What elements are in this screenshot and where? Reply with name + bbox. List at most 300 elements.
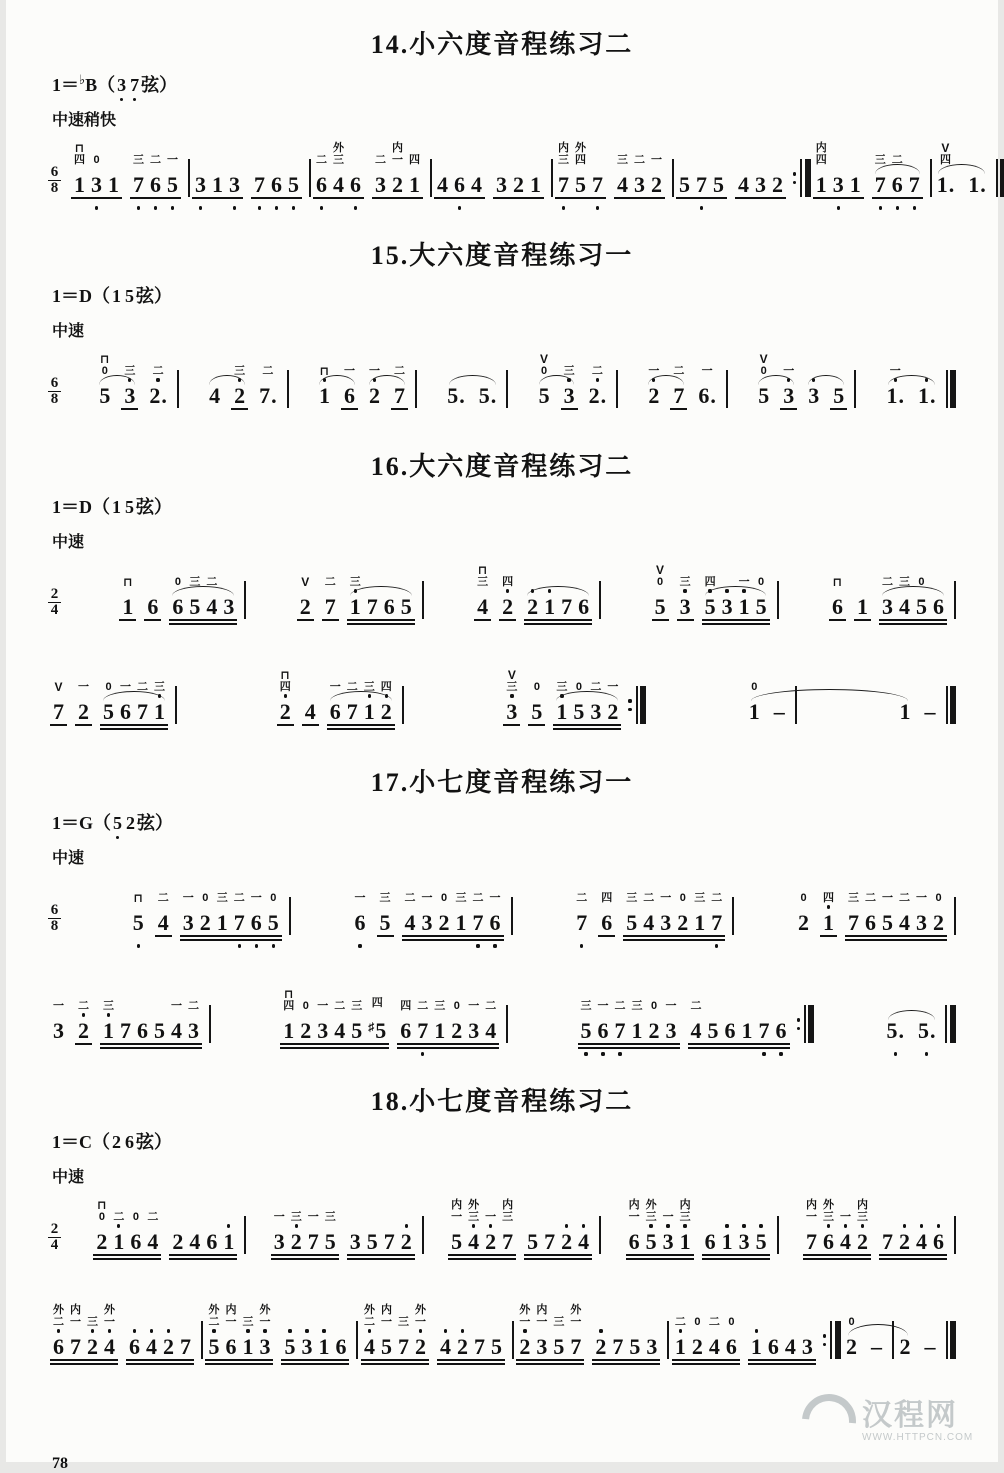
octave-dot-low <box>465 1262 482 1268</box>
barline-thin <box>777 581 779 619</box>
note-digit: 4 <box>468 1229 480 1254</box>
finger-mark: 三 <box>556 681 568 693</box>
beam-lines <box>854 619 871 627</box>
beam-lines <box>468 197 485 205</box>
octave-dot-low <box>561 416 578 422</box>
octave-dot-low <box>84 1367 101 1373</box>
barline <box>777 581 779 619</box>
note <box>316 347 333 422</box>
beam-lines <box>151 724 168 732</box>
note-digit: 5 <box>573 699 585 724</box>
octave-dot-low <box>688 1051 705 1057</box>
note-marks <box>816 136 827 166</box>
note-digit: 7 <box>673 383 685 408</box>
note-marks <box>564 347 575 377</box>
notation-line <box>48 1193 956 1268</box>
note <box>331 982 348 1057</box>
octave-dot-low <box>398 1262 415 1268</box>
note <box>474 558 491 633</box>
note-digit: 7 <box>366 594 378 619</box>
note-digit: 2 <box>677 910 689 935</box>
beam-lines <box>752 197 769 205</box>
finger-mark: 二 <box>147 1211 159 1223</box>
note <box>366 347 383 422</box>
barline <box>506 370 508 408</box>
octave-dot-low <box>314 1051 331 1057</box>
finger-mark: 二 <box>881 576 893 588</box>
note <box>645 347 662 422</box>
octave-dot-low <box>160 1367 177 1373</box>
beam-lines <box>180 935 197 943</box>
beam-lines <box>239 1359 256 1367</box>
beam-lines <box>144 619 161 627</box>
note <box>884 347 908 422</box>
note <box>488 1298 505 1373</box>
note <box>434 136 451 211</box>
augmentation-dot: . <box>271 383 277 408</box>
octave-dot-low <box>748 1367 765 1373</box>
note <box>843 1298 860 1373</box>
note-digit: 6 <box>628 1229 640 1254</box>
note-marks <box>317 982 328 1012</box>
down-bow-icon: ⊓ <box>283 987 294 1001</box>
note <box>402 874 419 949</box>
octave-dot-low <box>180 943 197 949</box>
note-digit: 5 <box>379 910 391 935</box>
note-digit: 1 <box>223 1229 235 1254</box>
octave-dot-low <box>203 627 220 633</box>
finger-mark: 三 <box>242 1316 254 1328</box>
note <box>256 347 280 422</box>
note <box>913 558 930 633</box>
note <box>805 347 822 422</box>
octave-dot-low <box>589 205 606 211</box>
barline <box>422 581 424 619</box>
beam-lines <box>830 408 847 416</box>
beam-lines <box>322 1254 339 1262</box>
beam-lines <box>575 1254 592 1262</box>
time-signature-denominator: 4 <box>50 602 59 618</box>
note <box>573 874 590 949</box>
finger-mark: 一 <box>421 892 433 904</box>
note <box>558 558 575 633</box>
octave-dot-low <box>752 205 769 211</box>
note-marks <box>97 1193 107 1223</box>
note <box>50 982 67 1057</box>
note-digit: 4 <box>617 172 628 197</box>
notation-line <box>48 1298 956 1373</box>
finger-mark: 三 <box>234 365 246 377</box>
string-label: 外 <box>519 1304 531 1316</box>
beam-lines <box>705 1043 722 1051</box>
beam-lines <box>222 1359 239 1367</box>
note-marks <box>632 982 643 1012</box>
note <box>361 1298 378 1373</box>
octave-dot-low <box>879 1262 896 1268</box>
key-signature: 1＝D（ 1 5 弦） <box>52 497 172 517</box>
note-digit: 2 <box>87 1334 98 1359</box>
note <box>482 982 499 1057</box>
note-digit: 7 <box>576 910 588 935</box>
note-digit: 7 <box>874 172 886 197</box>
beam-lines <box>126 1359 143 1367</box>
note-digit: 3 <box>783 383 795 408</box>
note-digit: 5 <box>267 910 279 935</box>
note-marks <box>167 136 178 166</box>
note <box>889 136 906 211</box>
octave-dot-low <box>934 205 958 211</box>
note-digit: 5 <box>645 1229 657 1254</box>
note <box>119 558 136 633</box>
note <box>222 1298 239 1373</box>
beam-lines <box>465 1254 482 1262</box>
octave-dot-low <box>676 205 693 211</box>
note-marks <box>680 874 686 904</box>
octave-dot-low <box>146 416 170 422</box>
note-digit: 2 <box>798 910 809 935</box>
note-digit: – <box>871 1334 883 1359</box>
note <box>151 982 168 1057</box>
finger-mark: 二 <box>690 1000 702 1012</box>
beam-lines <box>670 408 687 416</box>
note <box>146 347 170 422</box>
beam-lines <box>436 935 453 943</box>
octave-dot-low <box>695 416 719 422</box>
note-digit: 6 <box>775 1018 787 1043</box>
finger-mark: 二 <box>404 892 416 904</box>
note-digit: 6 <box>822 1229 834 1254</box>
finger-mark: 0 <box>918 576 925 588</box>
octave-dot-low <box>395 1367 412 1373</box>
beam-lines <box>631 197 648 205</box>
note-digit: 2 <box>846 1334 858 1359</box>
note-marks <box>133 874 143 904</box>
octave-dot-low <box>780 416 797 422</box>
note <box>587 663 604 738</box>
note <box>691 874 708 949</box>
down-bow-icon: ⊓ <box>319 364 330 378</box>
note-digit: 6 <box>724 1018 736 1043</box>
beam-lines <box>723 1359 740 1367</box>
string-label: 外 <box>468 1199 480 1211</box>
note-digit: 4 <box>915 1229 927 1254</box>
finger-mark: 二 <box>576 892 588 904</box>
octave-dot-low <box>406 205 423 211</box>
beam-lines <box>795 935 812 943</box>
octave-dot-low <box>765 1367 782 1373</box>
finger-mark: 三 <box>506 681 518 693</box>
octave-dot-low <box>854 1262 871 1268</box>
note-marks <box>394 347 405 377</box>
note-marks <box>643 874 654 904</box>
barline <box>954 897 956 935</box>
note-marks <box>392 136 403 166</box>
note-digit: 2 <box>78 699 89 724</box>
note-digit: 5 <box>527 1229 539 1254</box>
octave-dot <box>531 589 534 592</box>
octave-dot-low <box>101 1367 118 1373</box>
finger-mark: 二 <box>899 892 910 904</box>
octave-dot-low <box>572 205 589 211</box>
note-digit: 3 <box>832 172 844 197</box>
note-marks <box>53 982 64 1012</box>
octave-dot <box>715 944 718 947</box>
beam-lines <box>101 1359 118 1367</box>
note <box>231 874 248 949</box>
note-digit: 2 <box>438 910 450 935</box>
beam-lines <box>609 1359 626 1367</box>
note <box>71 136 88 211</box>
octave-dot <box>284 694 287 697</box>
octave-dot-low <box>854 627 871 633</box>
note <box>105 136 122 211</box>
note-digit: 2 <box>300 1018 312 1043</box>
note-digit: 6 <box>120 699 131 724</box>
note <box>755 347 772 422</box>
note-digit: 6. <box>698 383 716 408</box>
augmentation-dot: . <box>948 172 955 197</box>
note <box>84 1298 101 1373</box>
note-marks <box>123 558 133 588</box>
note <box>575 558 592 633</box>
note <box>598 874 615 949</box>
note <box>503 663 520 738</box>
note-digit: 6 <box>831 594 843 619</box>
beam-lines <box>524 1254 541 1262</box>
time-signature-numerator: 6 <box>50 164 59 180</box>
barline <box>244 1216 246 1254</box>
note-marks <box>680 1193 691 1223</box>
note-digit: 5 <box>189 594 201 619</box>
finger-mark: 一 <box>182 892 194 904</box>
measure <box>91 1193 246 1268</box>
note <box>302 663 319 738</box>
measure <box>442 347 508 422</box>
note <box>719 558 736 633</box>
beam-lines <box>533 1359 550 1367</box>
octave-dot <box>700 206 703 209</box>
octave-dot-low <box>626 1367 643 1373</box>
note-marks <box>916 874 927 904</box>
finger-mark: 一 <box>662 1211 674 1223</box>
finger-mark: 一 <box>651 154 662 166</box>
octave-dot-low <box>100 1051 117 1057</box>
beam-lines <box>119 619 136 627</box>
beam-lines <box>448 1043 465 1051</box>
octave-dot-low <box>448 1262 465 1268</box>
beam-lines <box>604 724 621 732</box>
measure <box>203 1298 358 1373</box>
finger-mark: 三 <box>874 154 886 166</box>
octave-dot-low <box>677 627 694 633</box>
barline <box>511 897 513 935</box>
octave-dot <box>238 378 241 381</box>
octave-dot <box>652 378 655 381</box>
barline-thick <box>950 686 956 724</box>
finger-mark: 一 <box>343 365 355 377</box>
octave-dot-low <box>884 416 908 422</box>
note-digit: 4 <box>738 172 749 197</box>
note-marks <box>451 1193 462 1223</box>
beam-lines <box>381 1254 398 1262</box>
beam-lines <box>930 619 947 627</box>
octave-dot-low <box>365 1051 389 1057</box>
sharp-sign: ♯ <box>368 1020 375 1034</box>
note <box>117 663 134 738</box>
note-digit: 5 <box>400 594 412 619</box>
note-marks <box>490 874 501 904</box>
note <box>121 347 138 422</box>
note-digit: 7 <box>592 172 603 197</box>
octave-dot <box>827 1224 830 1227</box>
octave-dot-low <box>347 1262 364 1268</box>
octave-dot-low <box>465 1051 482 1057</box>
beam-lines <box>719 1254 736 1262</box>
note-marks <box>316 136 327 166</box>
note <box>248 874 265 949</box>
barline-thin <box>954 581 956 619</box>
note <box>592 1298 609 1373</box>
finger-mark: 三 <box>563 365 575 377</box>
beam-lines <box>220 1254 237 1262</box>
note-marks <box>940 136 951 166</box>
octave-dot-low <box>177 1367 194 1373</box>
finger-mark: 一 <box>307 1211 319 1223</box>
exercise-section-18 <box>48 1081 956 1373</box>
octave-dot-low <box>352 943 369 949</box>
octave-dot-low <box>377 943 394 949</box>
note-digit: 2 <box>172 1229 184 1254</box>
octave-dot <box>584 1052 587 1055</box>
octave-dot-low <box>922 1367 939 1373</box>
beam-lines <box>623 935 640 943</box>
note-marks <box>540 347 548 377</box>
measure <box>744 663 797 738</box>
note-digit: 6 <box>172 594 184 619</box>
note <box>913 1193 930 1268</box>
barline-thin <box>422 1216 424 1254</box>
beam-lines <box>256 1359 273 1367</box>
note <box>352 874 369 949</box>
beam-lines <box>587 724 604 732</box>
beam-lines <box>231 935 248 943</box>
finger-mark: 三 <box>363 681 375 693</box>
note-marks <box>202 874 208 904</box>
string-label: 内 <box>392 142 403 154</box>
octave-dot-low <box>516 1367 533 1373</box>
note-digit: 6 <box>250 910 262 935</box>
barline-thin <box>946 370 948 408</box>
note-digit: 6 <box>147 594 159 619</box>
note-marks <box>441 874 447 904</box>
octave-dot-low <box>256 1367 273 1373</box>
augmentation-dot: . <box>929 1018 936 1043</box>
note-marks <box>617 136 628 166</box>
note-digit: 4 <box>146 1334 157 1359</box>
beam-lines <box>561 408 578 416</box>
octave-dot-low <box>482 1051 499 1057</box>
beam-lines <box>482 1043 499 1051</box>
note-digit: 5 <box>575 172 586 197</box>
section-title: 16.大六度音程练习二 <box>370 452 634 481</box>
note <box>322 558 339 633</box>
note-digit: 6 <box>383 594 395 619</box>
octave-dot-low <box>913 943 930 949</box>
beam-lines <box>251 197 268 205</box>
finger-mark: 四 <box>704 576 716 588</box>
note-digit: 5 <box>324 1229 336 1254</box>
note-digit: 1 <box>216 910 228 935</box>
octave-dot-low <box>913 627 930 633</box>
octave-dot-low <box>693 205 710 211</box>
octave-dot-low <box>578 1051 595 1057</box>
note <box>448 982 465 1057</box>
barline-thin <box>777 1216 779 1254</box>
octave-dot-low <box>771 732 788 738</box>
note-digit: 1 <box>212 172 223 197</box>
note <box>719 1193 736 1268</box>
octave-dot-low <box>93 1262 110 1268</box>
octave-dot-low <box>706 1367 723 1373</box>
beam-lines <box>50 1043 67 1051</box>
octave-dot-low <box>239 1367 256 1373</box>
note <box>837 1193 854 1268</box>
note-digit: 1 <box>154 699 165 724</box>
octave-dot-low <box>436 943 453 949</box>
beam-lines <box>845 935 862 943</box>
note <box>341 347 358 422</box>
note-digit: 7 <box>324 594 336 619</box>
finger-mark: 0 <box>728 1316 735 1328</box>
finger-mark: 三 <box>822 1211 834 1223</box>
beam-lines <box>151 1043 168 1051</box>
note <box>708 874 725 949</box>
octave-dot-low <box>906 205 923 211</box>
beam-lines <box>567 1359 584 1367</box>
beam-lines <box>203 619 220 627</box>
note-marks <box>590 663 601 693</box>
note <box>281 1298 298 1373</box>
beam-lines <box>862 935 879 943</box>
beam-lines <box>879 935 896 943</box>
octave-dot-low <box>226 205 243 211</box>
note-marks <box>615 982 626 1012</box>
beam-lines <box>913 619 930 627</box>
octave-dot-low <box>482 1262 499 1268</box>
note-marks <box>54 663 62 693</box>
note-digit: 2. <box>149 383 167 408</box>
finger-mark: 三 <box>502 1211 514 1223</box>
note <box>677 1193 694 1268</box>
note-digit: 2. <box>588 383 607 408</box>
octave-dot-low <box>143 1367 160 1373</box>
augmentation-dot: . <box>161 383 167 408</box>
finger-mark: 0 <box>98 1211 105 1223</box>
barline-thin <box>244 1216 246 1254</box>
measure <box>117 558 246 633</box>
note <box>314 982 331 1057</box>
note <box>677 558 694 633</box>
octave-dot-low <box>100 732 117 738</box>
repeat-dots <box>823 1321 826 1359</box>
note-digit: 3 <box>349 1229 361 1254</box>
octave-dot <box>171 206 174 209</box>
barline <box>954 581 956 619</box>
octave-dot <box>861 1224 864 1227</box>
note <box>134 663 151 738</box>
note <box>448 1193 465 1268</box>
barline-thin <box>244 581 246 619</box>
